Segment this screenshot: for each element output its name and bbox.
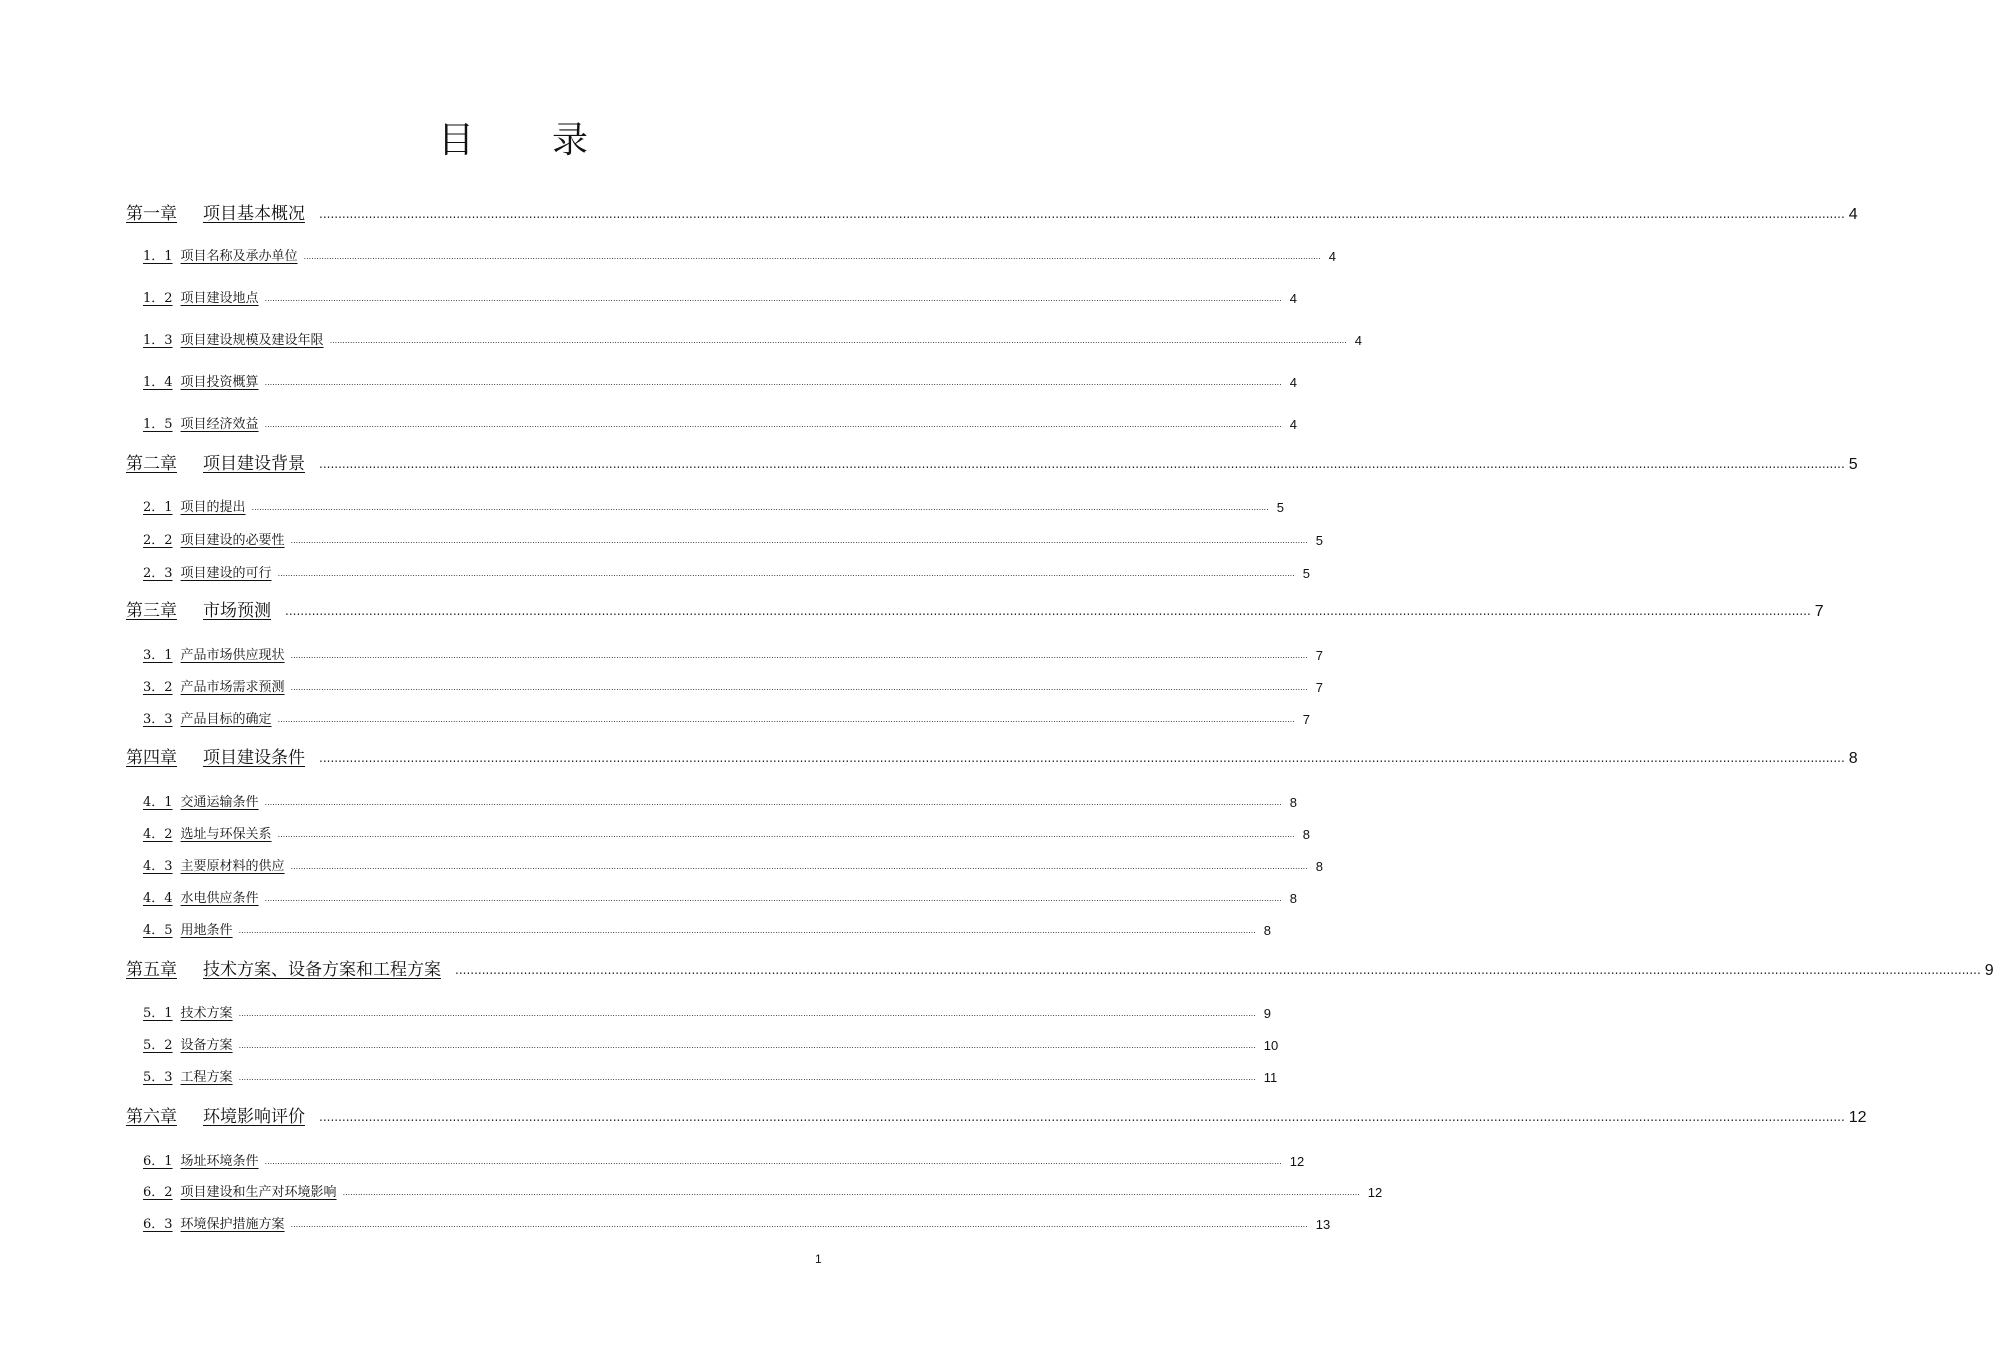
section-2-1-entry-number: 2．1 [143,500,173,515]
section-4-3-entry-title: 主要原材料的供应 [180,859,285,874]
section-5-2-entry-number: 5．2 [143,1038,173,1053]
section-4-3-entry-leader-dots: ................................................................................................................................................................................................................................................................................................................................................................................................................ [290,862,1308,871]
chapter-1-entry-label [126,199,305,224]
section-6-2-entry-title: 项目建设和生产对环境影响 [180,1185,337,1200]
chapter-6-entry-label [126,1102,305,1127]
section-1-5-entry-number: 1．5 [143,417,173,432]
chapter-3-entry-leader-dots: ................................................................................................................................................................................................................................................................................................................................................................................................................ [285,604,1811,618]
section-1-5-entry-title: 项目经济效益 [180,417,259,432]
section-5-1-entry[interactable] [143,1001,1271,1021]
section-6-1-entry-leader-dots: ................................................................................................................................................................................................................................................................................................................................................................................................................ [264,1157,1282,1166]
section-4-2-entry-page-number: 8 [1302,827,1310,842]
chapter-6-entry-leader-dots: ................................................................................................................................................................................................................................................................................................................................................................................................................ [319,1110,1845,1124]
chapter-4-entry-leader-dots: ................................................................................................................................................................................................................................................................................................................................................................................................................ [319,751,1845,765]
section-6-1-entry-label [143,1150,259,1169]
section-6-2-entry-number: 6．2 [143,1185,173,1200]
section-1-1-entry-number: 1．1 [143,249,173,264]
section-4-1-entry-leader-dots: ................................................................................................................................................................................................................................................................................................................................................................................................................ [264,798,1282,807]
chapter-5-entry-page-number: 9 [1984,962,1994,979]
section-5-1-entry-page-number: 9 [1263,1006,1271,1021]
section-1-4-entry[interactable] [143,370,1297,390]
section-1-3-entry-title: 项目建设规模及建设年限 [180,333,324,348]
section-4-1-entry-number: 4．1 [143,795,173,810]
section-6-1-entry[interactable] [143,1149,1305,1169]
chapter-3-entry-page-number: 7 [1814,603,1824,620]
section-4-5-entry[interactable] [143,918,1271,938]
section-3-3-entry[interactable] [143,707,1310,727]
section-2-3-entry[interactable] [143,561,1310,581]
section-3-3-entry-label [143,708,272,727]
section-1-2-entry-label [143,287,259,306]
section-1-3-entry-label [143,329,324,348]
section-6-2-entry[interactable] [143,1180,1383,1200]
section-1-4-entry-label [143,371,259,390]
section-4-2-entry[interactable] [143,822,1310,842]
section-4-2-entry-number: 4．2 [143,827,173,842]
chapter-3-entry[interactable] [126,597,1824,621]
chapter-4-entry-title: 项目建设条件 [203,748,305,768]
section-1-4-entry-number: 1．4 [143,375,173,390]
section-4-2-entry-label [143,823,272,842]
section-1-5-entry[interactable] [143,412,1297,432]
section-6-3-entry-label [143,1213,285,1232]
section-5-1-entry-number: 5．1 [143,1006,173,1021]
section-1-4-entry-leader-dots: ................................................................................................................................................................................................................................................................................................................................................................................................................ [264,378,1282,387]
section-2-1-entry[interactable] [143,495,1284,515]
chapter-2-entry[interactable] [126,450,1858,474]
section-3-2-entry-label [143,676,285,695]
section-6-3-entry-leader-dots: ................................................................................................................................................................................................................................................................................................................................................................................................................ [290,1220,1308,1229]
title-char-1: 目 [438,120,475,161]
section-4-3-entry-label [143,855,285,874]
section-6-2-entry-leader-dots: ................................................................................................................................................................................................................................................................................................................................................................................................................ [342,1188,1360,1197]
section-2-2-entry-label [143,529,285,548]
chapter-4-entry-number: 第四章 [126,748,177,768]
section-4-5-entry-label [143,919,233,938]
chapter-1-entry-leader-dots: ................................................................................................................................................................................................................................................................................................................................................................................................................ [319,207,1845,221]
section-6-2-entry-page-number: 12 [1367,1185,1383,1200]
chapter-1-entry-page-number: 4 [1848,206,1858,223]
section-2-1-entry-label [143,496,246,515]
section-5-3-entry-leader-dots: ................................................................................................................................................................................................................................................................................................................................................................................................................ [238,1073,1256,1082]
section-4-5-entry-page-number: 8 [1263,923,1271,938]
section-2-2-entry[interactable] [143,528,1323,548]
section-1-3-entry[interactable] [143,328,1362,348]
chapter-5-entry[interactable] [126,956,1994,980]
section-1-2-entry-title: 项目建设地点 [180,291,259,306]
chapter-4-entry[interactable] [126,744,1858,768]
chapter-1-entry-title: 项目基本概况 [203,204,305,224]
section-2-3-entry-title: 项目建设的可行 [180,566,272,581]
section-3-2-entry-number: 3．2 [143,680,173,695]
section-3-3-entry-leader-dots: ................................................................................................................................................................................................................................................................................................................................................................................................................ [277,715,1295,724]
section-2-2-entry-number: 2．2 [143,533,173,548]
chapter-5-entry-title: 技术方案、设备方案和工程方案 [203,960,441,980]
section-3-1-entry-label [143,644,285,663]
section-2-3-entry-page-number: 5 [1302,566,1310,581]
section-4-2-entry-leader-dots: ................................................................................................................................................................................................................................................................................................................................................................................................................ [277,830,1295,839]
section-1-3-entry-leader-dots: ................................................................................................................................................................................................................................................................................................................................................................................................................ [329,336,1347,345]
chapter-4-entry-page-number: 8 [1848,750,1858,767]
section-3-3-entry-page-number: 7 [1302,712,1310,727]
section-2-2-entry-leader-dots: ................................................................................................................................................................................................................................................................................................................................................................................................................ [290,536,1308,545]
section-5-2-entry-title: 设备方案 [180,1038,233,1053]
section-4-1-entry[interactable] [143,790,1297,810]
section-4-2-entry-title: 选址与环保关系 [180,827,272,842]
section-1-5-entry-page-number: 4 [1289,417,1297,432]
section-1-5-entry-label [143,413,259,432]
section-5-1-entry-leader-dots: ................................................................................................................................................................................................................................................................................................................................................................................................................ [238,1009,1256,1018]
section-5-3-entry-page-number: 11 [1263,1070,1278,1085]
section-5-1-entry-title: 技术方案 [180,1006,233,1021]
section-6-3-entry-page-number: 13 [1315,1217,1331,1232]
section-1-1-entry[interactable] [143,244,1336,264]
chapter-6-entry-page-number: 12 [1848,1109,1867,1126]
section-4-3-entry[interactable] [143,854,1323,874]
section-4-4-entry-leader-dots: ................................................................................................................................................................................................................................................................................................................................................................................................................ [264,894,1282,903]
section-4-4-entry[interactable] [143,886,1297,906]
section-3-3-entry-title: 产品目标的确定 [180,712,272,727]
section-3-1-entry-number: 3．1 [143,648,173,663]
section-3-2-entry-title: 产品市场需求预测 [180,680,285,695]
section-4-5-entry-leader-dots: ................................................................................................................................................................................................................................................................................................................................................................................................................ [238,926,1256,935]
section-2-2-entry-page-number: 5 [1315,533,1323,548]
section-3-1-entry-page-number: 7 [1315,648,1323,663]
section-1-4-entry-page-number: 4 [1289,375,1297,390]
section-1-1-entry-leader-dots: ................................................................................................................................................................................................................................................................................................................................................................................................................ [303,252,1321,261]
section-3-1-entry[interactable] [143,643,1323,663]
section-4-1-entry-title: 交通运输条件 [180,795,259,810]
section-3-2-entry[interactable] [143,675,1323,695]
section-1-1-entry-page-number: 4 [1328,249,1336,264]
chapter-6-entry-title: 环境影响评价 [203,1107,305,1127]
title-char-2: 录 [552,120,589,161]
section-3-1-entry-leader-dots: ................................................................................................................................................................................................................................................................................................................................................................................................................ [290,651,1308,660]
chapter-3-entry-title: 市场预测 [203,601,271,621]
section-1-2-entry[interactable] [143,286,1297,306]
section-6-2-entry-label [143,1181,337,1200]
section-2-1-entry-leader-dots: ................................................................................................................................................................................................................................................................................................................................................................................................................ [251,503,1269,512]
section-2-1-entry-page-number: 5 [1276,500,1284,515]
section-4-4-entry-label [143,887,259,906]
section-4-1-entry-page-number: 8 [1289,795,1297,810]
chapter-4-entry-label [126,743,305,768]
section-4-4-entry-number: 4．4 [143,891,173,906]
section-5-2-entry-label [143,1034,233,1053]
chapter-6-entry-number: 第六章 [126,1107,177,1127]
section-1-4-entry-title: 项目投资概算 [180,375,259,390]
chapter-2-entry-label [126,449,305,474]
section-5-2-entry-page-number: 10 [1263,1038,1279,1053]
section-4-5-entry-title: 用地条件 [180,923,233,938]
section-5-2-entry-leader-dots: ................................................................................................................................................................................................................................................................................................................................................................................................................ [238,1041,1256,1050]
section-6-1-entry-page-number: 12 [1289,1154,1305,1169]
section-6-1-entry-title: 场址环境条件 [180,1154,259,1169]
chapter-1-entry[interactable] [126,200,1858,224]
chapter-5-entry-leader-dots: ................................................................................................................................................................................................................................................................................................................................................................................................................ [455,963,1981,977]
chapter-1-entry-number: 第一章 [126,204,177,224]
section-3-2-entry-leader-dots: ................................................................................................................................................................................................................................................................................................................................................................................................................ [290,683,1308,692]
section-6-3-entry[interactable] [143,1212,1331,1232]
section-4-3-entry-number: 4．3 [143,859,173,874]
section-4-3-entry-page-number: 8 [1315,859,1323,874]
chapter-3-entry-number: 第三章 [126,601,177,621]
section-5-3-entry-label [143,1066,233,1085]
section-5-3-entry[interactable] [143,1065,1278,1085]
section-4-5-entry-number: 4．5 [143,923,173,938]
section-3-1-entry-title: 产品市场供应现状 [180,648,285,663]
section-1-3-entry-page-number: 4 [1354,333,1362,348]
section-1-5-entry-leader-dots: ................................................................................................................................................................................................................................................................................................................................................................................................................ [264,420,1282,429]
section-2-3-entry-leader-dots: ................................................................................................................................................................................................................................................................................................................................................................................................................ [277,569,1295,578]
chapter-5-entry-number: 第五章 [126,960,177,980]
section-1-2-entry-leader-dots: ................................................................................................................................................................................................................................................................................................................................................................................................................ [264,294,1282,303]
section-6-3-entry-title: 环境保护措施方案 [180,1217,285,1232]
section-4-1-entry-label [143,791,259,810]
chapter-5-entry-label [126,955,441,980]
chapter-3-entry-label [126,596,271,621]
section-2-3-entry-number: 2．3 [143,566,173,581]
section-5-1-entry-label [143,1002,233,1021]
section-2-1-entry-title: 项目的提出 [180,500,246,515]
chapter-6-entry[interactable] [126,1103,1867,1127]
section-6-3-entry-number: 6．3 [143,1217,173,1232]
section-1-1-entry-label [143,245,298,264]
section-2-2-entry-title: 项目建设的必要性 [180,533,285,548]
section-1-2-entry-page-number: 4 [1289,291,1297,306]
page-number: 1 [815,1252,822,1266]
section-5-2-entry[interactable] [143,1033,1279,1053]
section-4-4-entry-title: 水电供应条件 [180,891,259,906]
section-1-1-entry-title: 项目名称及承办单位 [180,249,298,264]
section-6-1-entry-number: 6．1 [143,1154,173,1169]
section-4-4-entry-page-number: 8 [1289,891,1297,906]
section-2-3-entry-label [143,562,272,581]
section-1-2-entry-number: 1．2 [143,291,173,306]
section-5-3-entry-number: 5．3 [143,1070,173,1085]
chapter-2-entry-page-number: 5 [1848,456,1858,473]
chapter-2-entry-title: 项目建设背景 [203,454,305,474]
section-3-2-entry-page-number: 7 [1315,680,1323,695]
section-3-3-entry-number: 3．3 [143,712,173,727]
section-1-3-entry-number: 1．3 [143,333,173,348]
chapter-2-entry-leader-dots: ................................................................................................................................................................................................................................................................................................................................................................................................................ [319,457,1845,471]
section-5-3-entry-title: 工程方案 [180,1070,233,1085]
chapter-2-entry-number: 第二章 [126,454,177,474]
